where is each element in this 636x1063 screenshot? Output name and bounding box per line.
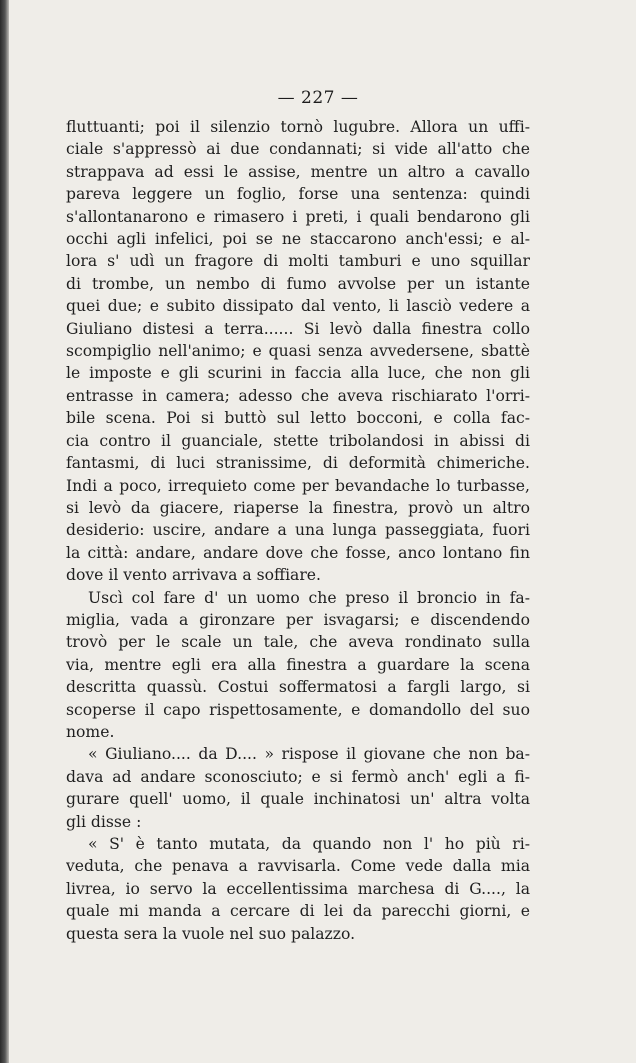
text-line: Indi a poco, irrequieto come per bevandache lo turbasse, (66, 476, 530, 495)
text-line: bile scena. Poi si buttò sul letto bocconi, e colla fac- (66, 409, 530, 428)
binding-edge (0, 0, 9, 1063)
text-line: di trombe, un nembo di fumo avvolse per un istante (66, 274, 530, 293)
text-line: ciale s'appressò ai due condannati; si vide all'atto che (66, 140, 530, 159)
text-line: « Giuliano.... da D.... » rispose il giovane che non ba- (88, 745, 530, 764)
text-line: dava ad andare sconosciuto; e si fermò anch' egli a fi- (66, 767, 530, 786)
body-text (66, 116, 530, 945)
text-line: veduta, che penava a ravvisarla. Come vede dalla mia (66, 857, 530, 876)
text-line: s'allontanarono e rimasero i preti, i quali bendarono gli (66, 207, 530, 226)
text-line: Giuliano distesi a terra...... Si levò dalla finestra collo (66, 319, 530, 338)
text-line: descritta quassù. Costui soffermatosi a fargli largo, si (66, 678, 530, 697)
text-line: entrasse in camera; adesso che aveva rischiarato l'orri- (66, 386, 530, 405)
text-line: quale mi manda a cercare di lei da parecchi giorni, e (66, 902, 530, 921)
text-line: nome. (66, 722, 115, 741)
text-line: livrea, io servo la eccellentissima marchesa di G...., la (66, 879, 530, 898)
text-line: Uscì col fare d' un uomo che preso il broncio in fa- (88, 588, 530, 607)
text-line: scompiglio nell'animo; e quasi senza avvedersene, sbattè (66, 342, 530, 361)
text-line: gli disse : (66, 812, 142, 831)
text-line: strappava ad essi le assise, mentre un altro a cavallo (66, 162, 530, 181)
text-line: trovò per le scale un tale, che aveva rondinato sulla (66, 633, 530, 652)
text-line: occhi agli infelici, poi se ne staccarono anch'essi; e al- (66, 230, 530, 249)
text-line: scoperse il capo rispettosamente, e domandollo del suo (66, 700, 530, 719)
paragraph-2 (66, 587, 530, 744)
text-line: fantasmi, di luci stranissime, di deformità chimeriche. (66, 454, 530, 473)
text-line: via, mentre egli era alla finestra a guardare la scena (66, 655, 530, 674)
text-line: miglia, vada a gironzare per isvagarsi; e discendendo (66, 610, 530, 629)
paragraph-1 (66, 116, 530, 587)
text-line: desiderio: uscire, andare a una lunga passeggiata, fuori (66, 521, 530, 540)
text-line: cia contro il guanciale, stette tribolandosi in abissi di (66, 431, 530, 450)
text-line: quei due; e subito dissipato dal vento, li lasciò vedere a (66, 297, 530, 316)
text-line: dove il vento arrivava a soffiare. (66, 566, 321, 585)
page-number: — 227 — (277, 88, 359, 108)
text-line: lora s' udì un fragore di molti tamburi e uno squillar (66, 252, 530, 271)
text-line: le imposte e gli scurini in faccia alla luce, che non gli (66, 364, 530, 383)
text-line: gurare quell' uomo, il quale inchinatosi un' altra volta (66, 790, 530, 809)
text-line: si levò da giacere, riaperse la finestra, provò un altro (66, 498, 530, 517)
text-line: la città: andare, andare dove che fosse, anco lontano fin (66, 543, 530, 562)
text-line: questa sera la vuole nel suo palazzo. (66, 924, 356, 943)
paragraph-4 (66, 833, 530, 945)
paragraph-3 (66, 743, 530, 833)
text-line: « S' è tanto mutata, da quando non l' ho più ri- (88, 835, 530, 853)
text-line: fluttuanti; poi il silenzio tornò lugubre. Allora un uffi- (66, 118, 530, 136)
text-line: pareva leggere un foglio, forse una sentenza: quindi (66, 185, 530, 204)
